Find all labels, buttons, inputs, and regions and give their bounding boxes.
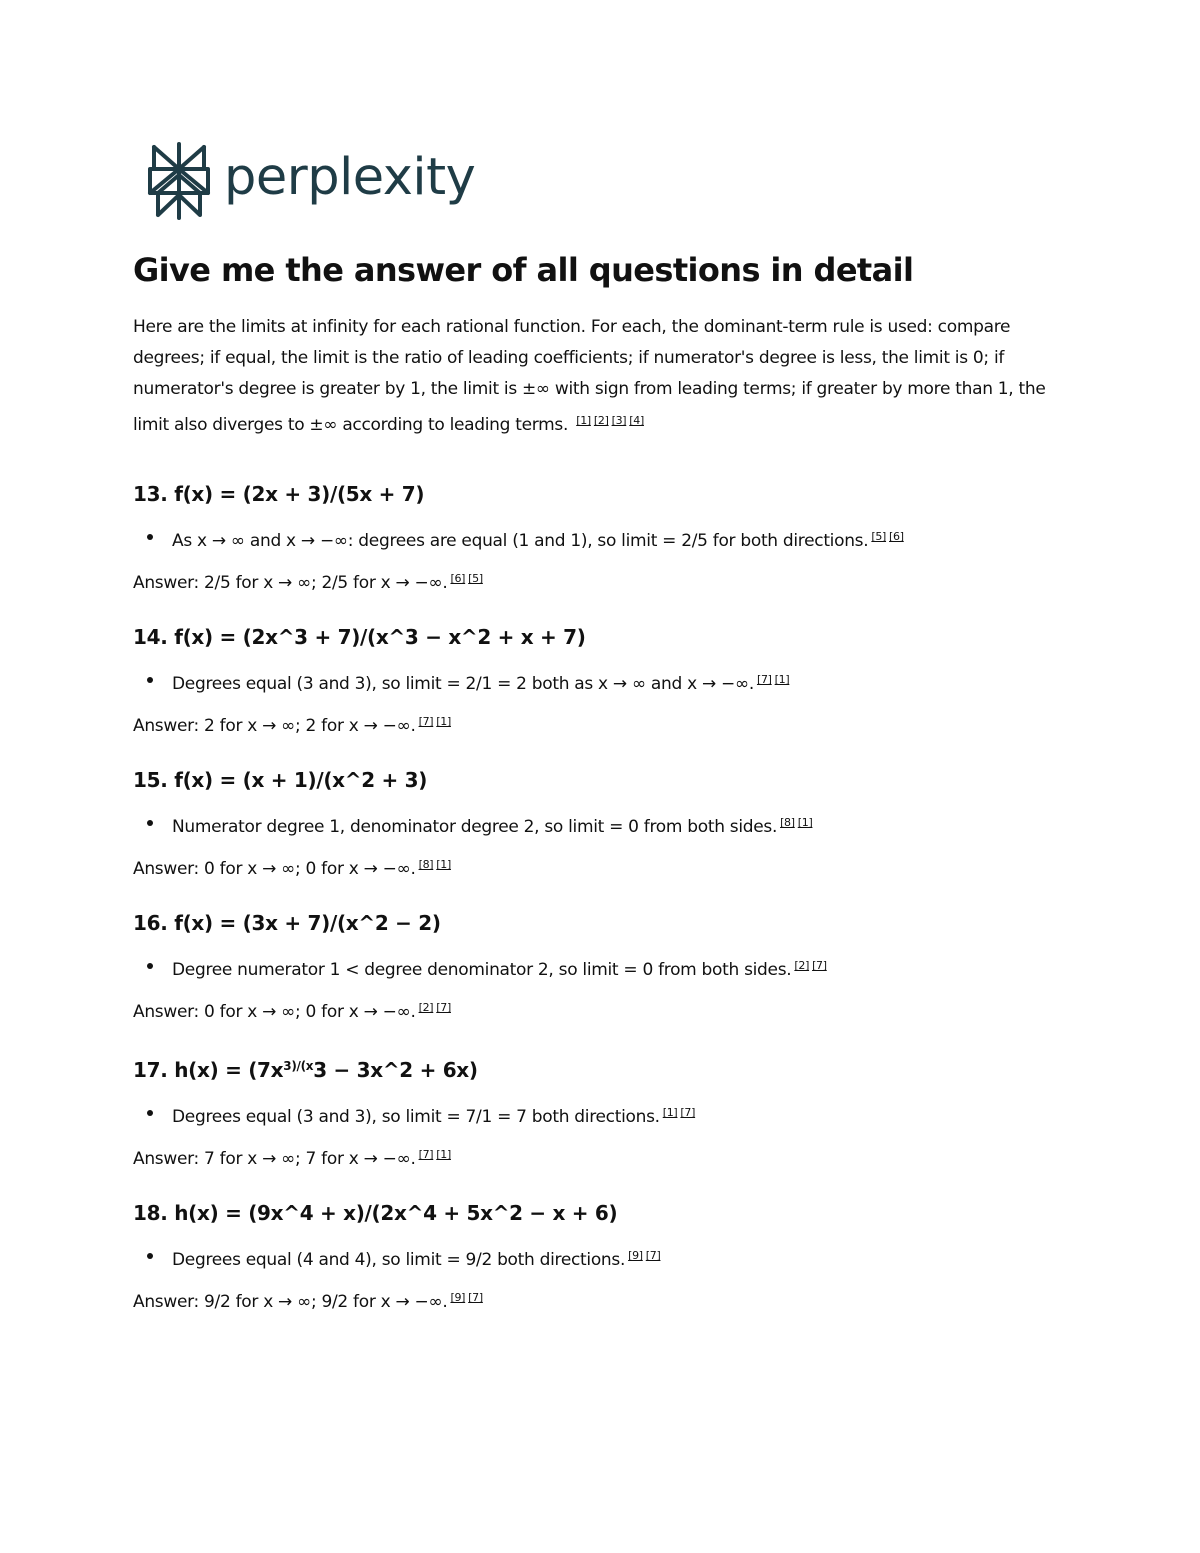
perplexity-logo-icon (146, 141, 212, 221)
bullet-list (133, 952, 1068, 984)
citation-link[interactable]: [7] (436, 1001, 451, 1014)
bullet-list (133, 809, 1068, 841)
answer-text: Answer: 9/2 for x → ∞; 9/2 for x → −∞. (133, 1292, 448, 1312)
citation-link[interactable]: [1] (436, 1148, 451, 1161)
citation-link[interactable]: [7] (680, 1106, 696, 1119)
list-item (133, 1242, 1068, 1274)
bullet-text: As x → ∞ and x → −∞: degrees are equal (1 and 1), so limit = 2/5 for both directions. (172, 531, 869, 551)
citation-link[interactable]: [7] (756, 673, 772, 686)
citation-link[interactable]: [7] (418, 715, 434, 728)
intro-text: Here are the limits at infinity for each rational function. For each, the dominant-term rule is used: compare degrees; if equal, the limit is the ratio of leading coefficients; if numerator's degree is less, the limit is 0; if numerator's degree is greater by 1, the limit is ±∞ with sign from leading terms; if greater by more than 1, the limit also diverges to ±∞ according to leading terms. (133, 317, 1046, 435)
question-heading: 13. f(x) = (2x + 3)/(5x + 7) (133, 482, 425, 506)
citation-link[interactable]: [1] (797, 816, 813, 829)
list-item (133, 1099, 1068, 1131)
answer-line (133, 565, 1068, 597)
citation-link[interactable]: [1] (774, 673, 790, 686)
bullet-text: Degrees equal (4 and 4), so limit = 9/2 both directions. (172, 1250, 626, 1270)
question-heading: 18. h(x) = (9x^4 + x)/(2x^4 + 5x^2 − x + 6) (133, 1201, 618, 1225)
citation-link[interactable]: [8] (418, 858, 434, 871)
bullet-list (133, 1242, 1068, 1274)
question-section-14 (133, 622, 1068, 740)
answer-line (133, 851, 1068, 883)
question-heading: 14. f(x) = (2x^3 + 7)/(x^3 − x^2 + x + 7) (133, 625, 586, 649)
question-section-17 (133, 1051, 1068, 1173)
answer-text: Answer: 2/5 for x → ∞; 2/5 for x → −∞. (133, 573, 448, 593)
citation-link[interactable]: [9] (628, 1249, 643, 1262)
list-item (133, 523, 1068, 555)
question-section-15 (133, 765, 1068, 883)
bullet-list (133, 666, 1068, 698)
intro-paragraph (133, 312, 1068, 441)
citation-link[interactable]: [2] (593, 414, 609, 427)
citation-link[interactable]: [5] (871, 530, 887, 543)
heading-part: 17. h(x) = (7x (133, 1058, 284, 1082)
citation-link[interactable]: [3] (611, 414, 627, 427)
bullet-text: Degree numerator 1 < degree denominator 2, so limit = 0 from both sides. (172, 960, 792, 980)
answer-line (133, 1284, 1068, 1316)
answer-line (133, 708, 1068, 740)
heading-part: 3 − 3x^2 + 6x) (313, 1058, 478, 1082)
answer-document (133, 248, 1068, 1341)
citation-link[interactable]: [1] (576, 414, 591, 427)
bullet-text: Numerator degree 1, denominator degree 2, so limit = 0 from both sides. (172, 817, 778, 837)
citation-link[interactable]: [7] (812, 959, 827, 972)
citation-link[interactable]: [6] (889, 530, 904, 543)
list-item (133, 952, 1068, 984)
citation-link[interactable]: [9] (450, 1291, 466, 1304)
perplexity-logo (146, 140, 475, 222)
question-section-16 (133, 908, 1068, 1026)
bullet-text: Degrees equal (3 and 3), so limit = 2/1 = 2 both as x → ∞ and x → −∞. (172, 674, 754, 694)
citation-link[interactable]: [6] (450, 572, 466, 585)
question-heading (133, 1051, 1068, 1085)
answer-text: Answer: 0 for x → ∞; 0 for x → −∞. (133, 859, 416, 879)
citation-link[interactable]: [2] (794, 959, 810, 972)
citation-link[interactable]: [8] (780, 816, 795, 829)
question-heading: 16. f(x) = (3x + 7)/(x^2 − 2) (133, 911, 441, 935)
answer-text: Answer: 0 for x → ∞; 0 for x → −∞. (133, 1002, 416, 1022)
answer-line (133, 1141, 1068, 1173)
page-title: Give me the answer of all questions in detail (133, 251, 914, 289)
question-section-13 (133, 479, 1068, 597)
list-item (133, 666, 1068, 698)
citation-link[interactable]: [7] (468, 1291, 483, 1304)
bullet-text: Degrees equal (3 and 3), so limit = 7/1 = 7 both directions. (172, 1107, 660, 1127)
citation-link[interactable]: [7] (645, 1249, 661, 1262)
list-item (133, 809, 1068, 841)
citation-link[interactable]: [7] (418, 1148, 434, 1161)
citation-link[interactable]: [2] (418, 1001, 434, 1014)
brand-name: perplexity (224, 147, 476, 207)
answer-text: Answer: 7 for x → ∞; 7 for x → −∞. (133, 1149, 416, 1169)
heading-superscript: 3)/(x (283, 1059, 314, 1073)
question-heading: 15. f(x) = (x + 1)/(x^2 + 3) (133, 768, 428, 792)
citation-link[interactable]: [1] (662, 1106, 678, 1119)
bullet-list (133, 523, 1068, 555)
question-section-18 (133, 1198, 1068, 1316)
citation-link[interactable]: [1] (436, 858, 451, 871)
bullet-list (133, 1099, 1068, 1131)
citation-link[interactable]: [5] (468, 572, 483, 585)
answer-text: Answer: 2 for x → ∞; 2 for x → −∞. (133, 716, 416, 736)
answer-line (133, 994, 1068, 1026)
citation-link[interactable]: [4] (629, 414, 644, 427)
citation-link[interactable]: [1] (436, 715, 451, 728)
